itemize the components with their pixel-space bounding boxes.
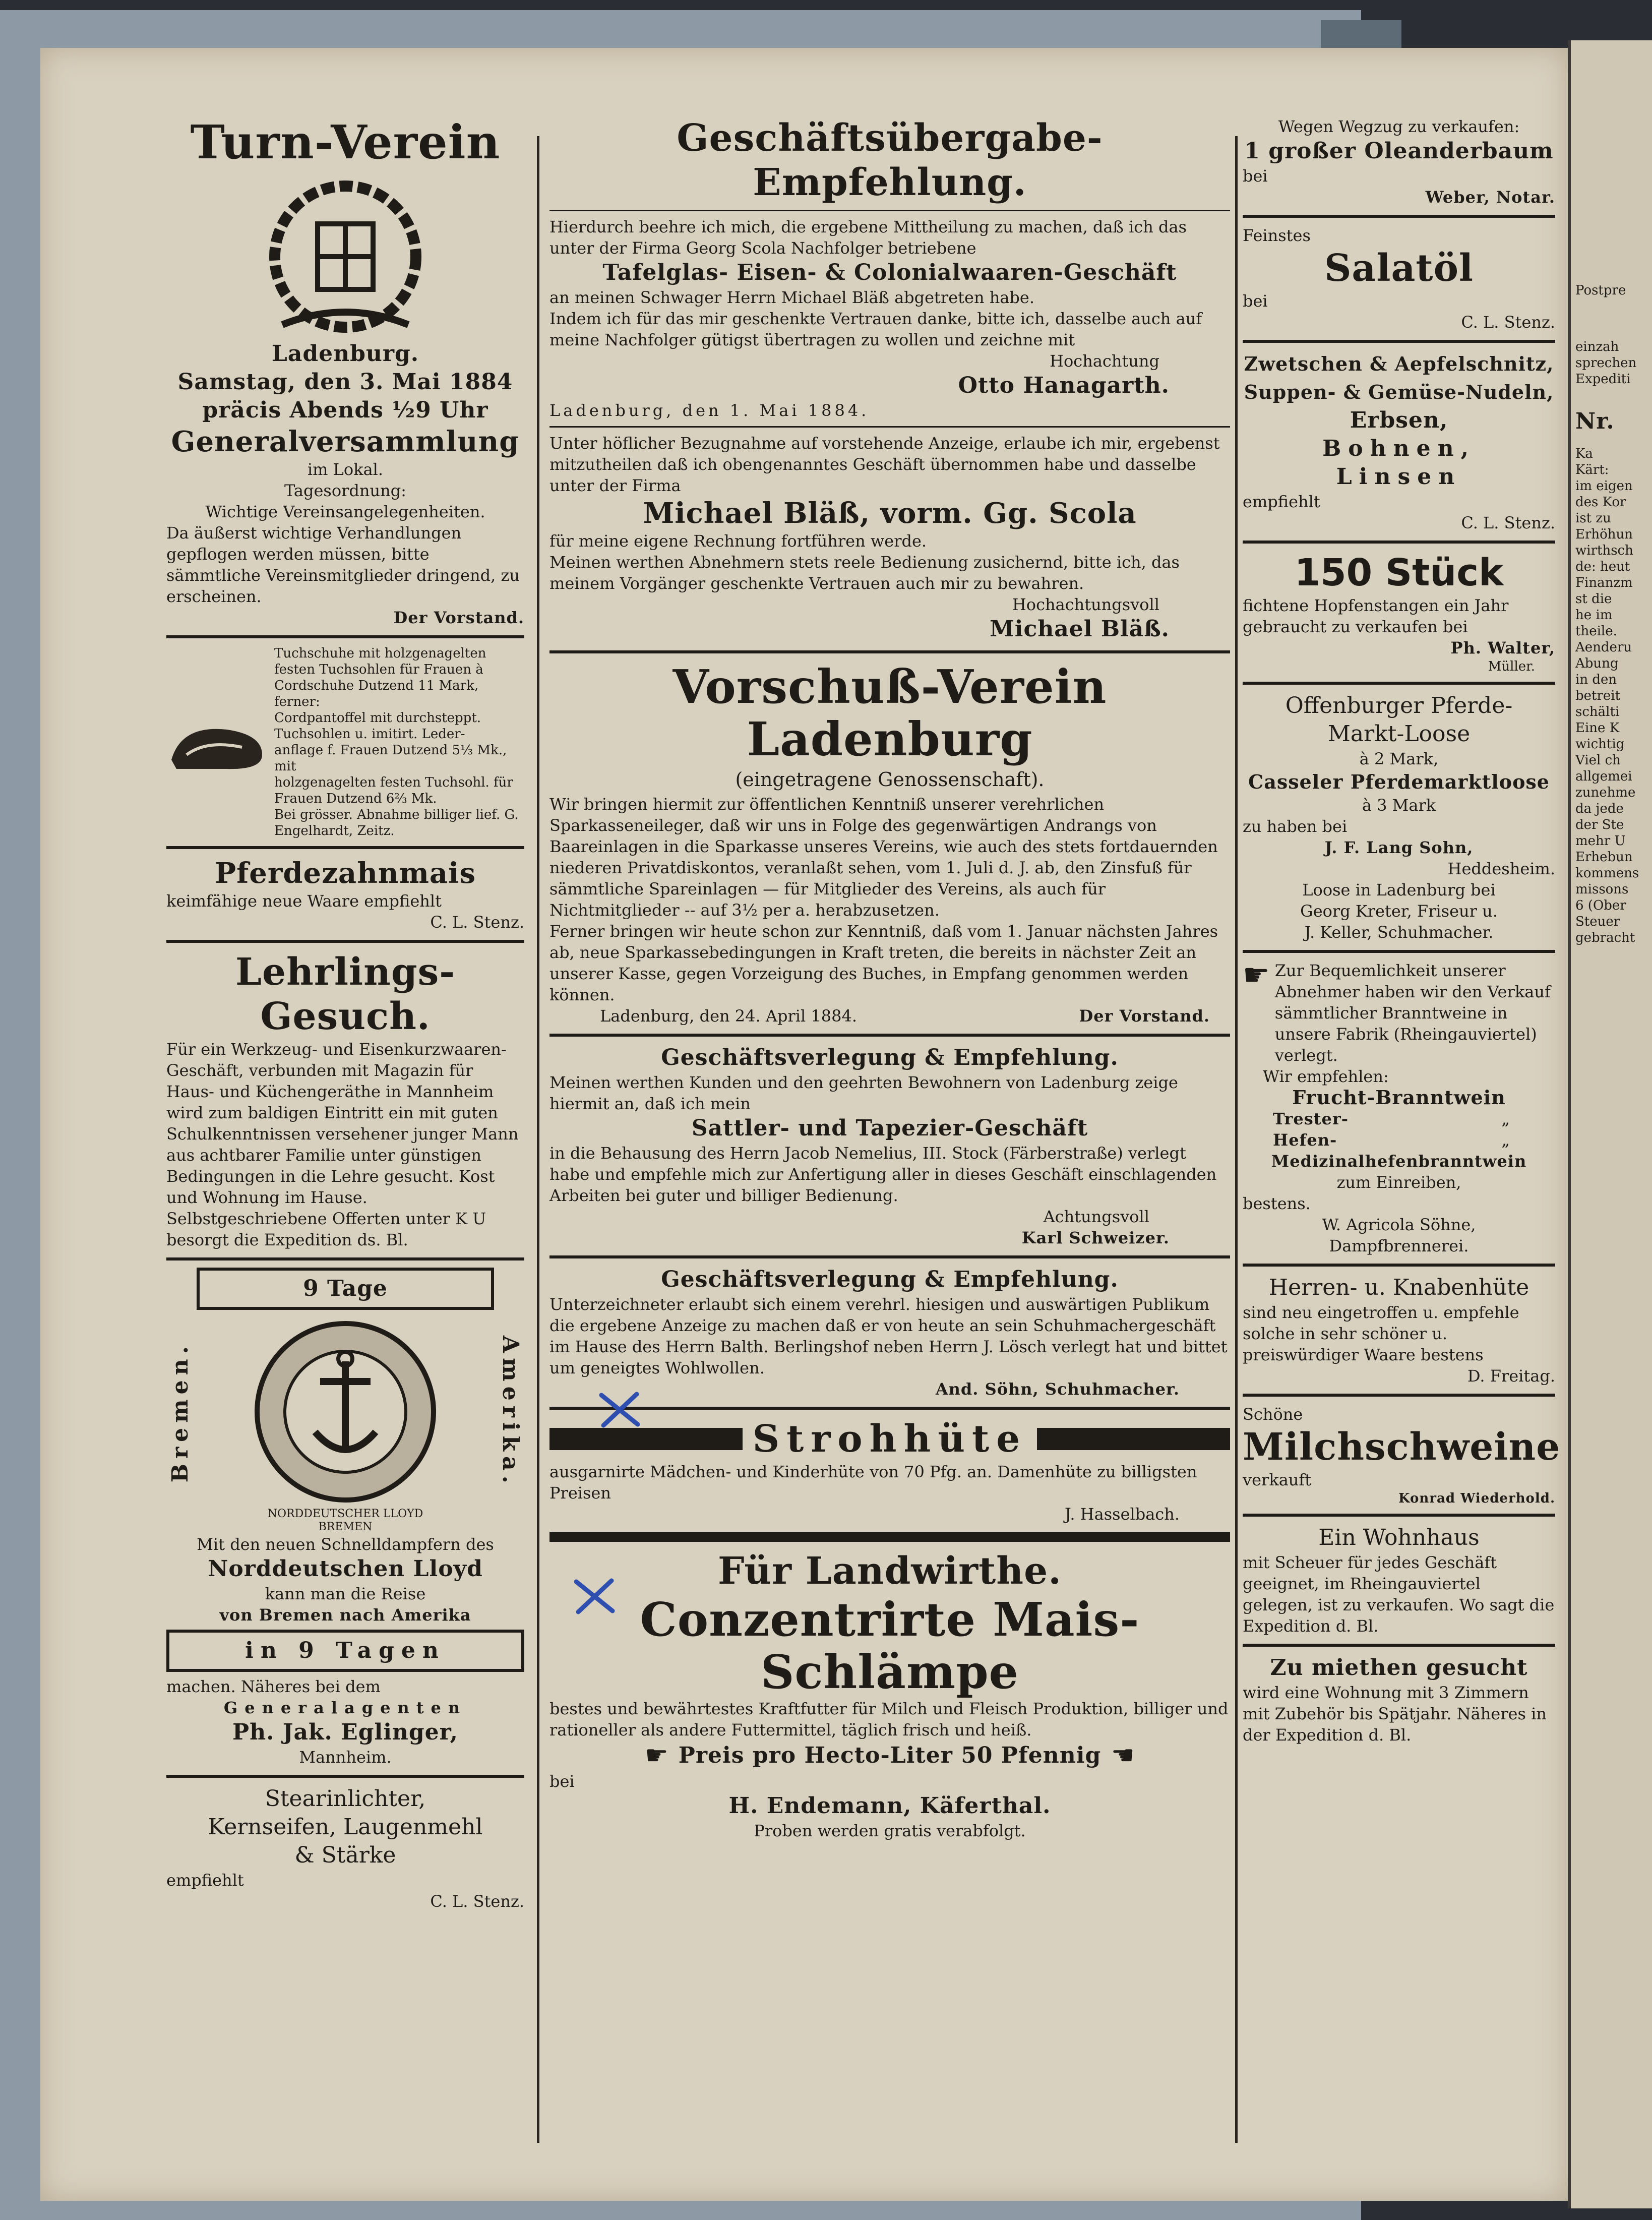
ad-signature: Dampfbrennerei.: [1329, 1236, 1469, 1255]
lloyd-seal-icon: [250, 1316, 441, 1508]
ad-signature: C. L. Stenz.: [430, 1892, 524, 1911]
column-left: [166, 116, 524, 1912]
edge-line: 6 (Ober: [1575, 898, 1626, 913]
column-right: [1243, 116, 1561, 1746]
ad-body: an meinen Schwager Herrn Michael Bläß abgetreten habe.: [549, 288, 1034, 307]
ad-signature: And. Söhn, Schuhmacher.: [935, 1379, 1180, 1399]
ad-signature: Weber, Notar.: [1425, 188, 1555, 207]
ad-city: Mannheim.: [299, 1748, 392, 1767]
edge-line: Viel ch: [1575, 753, 1621, 768]
ad-body: Zur Bequemlichkeit unserer Abnehmer haben wir den Verkauf sämmtlicher Branntweine in unsere Fabrik (Rheingauviertel) verlegt.: [1274, 961, 1551, 1065]
ad-signature: Ph. Walter,: [1450, 638, 1555, 657]
ad-divider: [1243, 1644, 1555, 1647]
ad-line: anflage f. Frauen Dutzend 5⅓ Mk., mit: [274, 743, 507, 774]
column-middle: [549, 116, 1230, 1841]
ad-title: Pferdezahnmais: [215, 857, 476, 890]
edge-line: der Ste: [1575, 817, 1624, 832]
edge-line: schälti: [1575, 704, 1620, 719]
edge-line: mehr U: [1575, 833, 1626, 849]
ad-line: Trester-: [1273, 1109, 1349, 1128]
ad-line: Casseler Pferdemarktloose: [1248, 770, 1550, 793]
ad-miethen: [1243, 1654, 1555, 1746]
ad-regards: Hochachtungsvoll: [1012, 595, 1159, 614]
ad-body: Hierdurch beehre ich mich, die ergebene Mittheilung zu machen, daß ich das unter der Firma Georg Scola Nachfolger betriebene: [549, 217, 1187, 258]
edge-line: Abung: [1575, 656, 1619, 671]
ad-title: Zu miethen gesucht: [1270, 1655, 1528, 1681]
ad-line: zu haben bei: [1243, 817, 1348, 836]
ad-title: Herren- u. Knabenhüte: [1268, 1275, 1529, 1300]
decorative-bar: [1037, 1428, 1230, 1450]
ad-body: ausgarnirte Mädchen- und Kinderhüte von 70 Pfg. an. Damenhüte zu billigsten Preisen: [549, 1462, 1197, 1503]
ad-signature: Der Vorstand.: [1079, 1006, 1210, 1026]
ad-title: Strohhüte: [752, 1417, 1027, 1461]
ad-divider: [1243, 950, 1555, 953]
edge-line: Steuer: [1575, 914, 1620, 929]
edge-line: Aenderu: [1575, 640, 1632, 655]
ad-body: Unterzeichneter erlaubt sich einem verehrl. hiesigen und auswärtigen Publikum die ergebene Anzeige zu machen daß er von heute an sein Schuhmachergeschäft im Hause des Herrn Balth. Berlingshof neben Herrn J. Lösch verlegt hat und bittet um geneigtes Wohlwollen.: [549, 1295, 1228, 1377]
days-box: in 9 Tagen: [166, 1630, 524, 1672]
ad-line: holzgenagelten festen Tuchsohl. für Frauen Dutzend 6⅔ Mk.: [274, 775, 513, 806]
ad-line: BREMEN: [318, 1521, 373, 1533]
ditto-mark: „: [1501, 1109, 1510, 1128]
ad-line: Offenburger Pferde-: [1285, 693, 1513, 718]
ad-signature: C. L. Stenz.: [430, 913, 524, 932]
vertical-label-right: Amerika.: [498, 1335, 523, 1488]
ad-branntwein: [1243, 957, 1555, 1256]
ad-title: 1 großer Oleanderbaum: [1244, 138, 1554, 164]
ad-line: bei: [549, 1772, 575, 1791]
edge-line: in den: [1575, 672, 1617, 687]
column-rule: [1235, 136, 1238, 2143]
ad-divider: [549, 650, 1230, 653]
ad-line: Mit den neuen Schnelldampfern des: [197, 1535, 494, 1554]
ad-body: in die Behausung des Herrn Jacob Nemelius, III. Stock (Färberstraße) verlegt habe und empfehle mich zur Anfertigung aller in dieses Geschäft einschlagenden Arbeiten bei guter und billiger Bedienung.: [549, 1144, 1217, 1205]
ad-line: empfiehlt: [1243, 492, 1320, 511]
ditto-mark: „: [1501, 1130, 1510, 1150]
ad-tuchschuhe: [166, 645, 524, 839]
ad-line: bei: [1243, 291, 1268, 311]
ad-regards: Hochachtung: [1050, 351, 1159, 371]
ad-body: keimfähige neue Waare empfiehlt: [166, 891, 442, 911]
ad-body: wird eine Wohnung mit 3 Zimmern mit Zubehör bis Spätjahr. Näheres in der Expedition d. Bl.: [1243, 1683, 1547, 1745]
ad-line: Stearinlichter,: [265, 1786, 426, 1812]
ad-title: Geschäftsübergabe-Empfehlung.: [677, 116, 1103, 204]
ad-line: von Bremen nach Amerika: [219, 1605, 471, 1625]
ad-line: & Stärke: [294, 1842, 396, 1868]
edge-line: Ka: [1575, 446, 1593, 461]
ad-regards: Achtungsvoll: [1043, 1207, 1149, 1226]
ad-lloyd: [166, 1268, 524, 1768]
ad-signature: Konrad Wiederhold.: [1398, 1491, 1555, 1506]
ad-agenda-label: Tagesordnung:: [284, 481, 406, 500]
edge-line: Erhöhun: [1575, 527, 1633, 542]
ad-line: J. Keller, Schuhmacher.: [1304, 923, 1494, 942]
ad-line: Loose in Ladenburg bei: [1302, 880, 1496, 899]
ad-place: Ladenburg.: [271, 341, 419, 367]
ad-line: Erbsen,: [1350, 407, 1448, 433]
edge-line: wirthsch: [1575, 543, 1633, 558]
ad-pferdezahnmais: [166, 856, 524, 933]
ad-firm: Michael Bläß, vorm. Gg. Scola: [643, 497, 1137, 530]
ad-body: sind neu eingetroffen u. empfehle solche in sehr schöner u. preiswürdiger Waare bestens: [1243, 1303, 1519, 1364]
ad-title: Geschäftsverlegung & Empfehlung.: [661, 1267, 1119, 1292]
ad-signature: Otto Hanagarth.: [958, 373, 1170, 398]
edge-line: sprechen: [1575, 355, 1637, 371]
edge-line: im eigen: [1575, 478, 1633, 494]
ad-title: Milchschweine: [1243, 1425, 1561, 1469]
edge-line: Kärt:: [1575, 462, 1609, 477]
ad-zwetschen: [1243, 350, 1555, 533]
ad-signature: Karl Schweizer.: [1021, 1228, 1170, 1247]
ad-line: NORDDEUTSCHER LLOYD: [267, 1508, 423, 1520]
ad-divider: [549, 1532, 1230, 1542]
edge-line: de: heut: [1575, 559, 1630, 574]
handwritten-cross-mark: [572, 1576, 618, 1616]
ad-title: Turn-Verein: [190, 115, 501, 169]
ad-divider: [166, 940, 524, 943]
ad-vorschuss: [549, 661, 1230, 1027]
ad-offenburger: [1243, 692, 1555, 943]
ad-body: Indem ich für das mir geschenkte Vertrauen danke, bitte ich, dasselbe auch auf meine Nachfolger gütigst übertragen zu wollen und zeichne mit: [549, 309, 1202, 349]
ad-line: Wir empfehlen:: [1263, 1067, 1389, 1086]
ad-time: präcis Abends ½9 Uhr: [202, 397, 488, 423]
ad-divider: [1243, 1264, 1555, 1267]
ad-body: Meinen werthen Kunden und den geehrten Bewohnern von Ladenburg zeige hiermit an, daß ich mein: [549, 1073, 1178, 1113]
days-box: 9 Tage: [197, 1268, 494, 1310]
ad-verlegung-sattler: [549, 1044, 1230, 1248]
edge-line: allgemei: [1575, 769, 1632, 784]
ad-body: Meinen werthen Abnehmern stets reele Bedienung zusichernd, bitte ich, das meinem Vorgänger geschenkte Vertrauen auch mir zu bewahren.: [549, 553, 1180, 593]
edge-line: einzah: [1575, 339, 1619, 354]
ad-divider: [549, 1034, 1230, 1037]
ad-line: Zwetschen & Aepfelschnitz,: [1244, 352, 1554, 375]
ad-divider: [1243, 682, 1555, 685]
edge-line: wichtig: [1575, 737, 1625, 752]
ad-firm: Tafelglas- Eisen- & Colonialwaaren-Geschäft: [602, 260, 1177, 285]
edge-line: Finanzm: [1575, 575, 1633, 590]
ad-uebergabe: [549, 116, 1230, 643]
ad-oleander: [1243, 116, 1555, 208]
edge-line: kommens: [1575, 866, 1639, 881]
ad-line: Proben werden gratis verabfolgt.: [754, 1821, 1026, 1840]
ad-body: Für ein Werkzeug- und Eisenkurzwaaren-Geschäft, verbunden mit Magazin für Haus- und Küchengeräthe in Mannheim wird zum baldigen Eintritt ein mit guten Schulkenntnissen versehener junger Mann aus achtbarer Familie unter günstigen Bedingungen in die Lehre gesucht. Kost und Wohnung im Hause. Selbstgeschriebene Offerten unter K U besorgt die Expedition ds. Bl.: [166, 1040, 519, 1249]
edge-line: zunehme: [1575, 785, 1636, 800]
ad-divider: [166, 1257, 524, 1261]
ad-divider: [549, 1407, 1230, 1410]
ad-line: zum Einreiben,: [1336, 1173, 1461, 1192]
ad-line: J. F. Lang Sohn,: [1324, 838, 1474, 857]
ad-line: Tuchschuhe mit holzgenagelten festen Tuchsohlen für Frauen à: [274, 646, 486, 677]
ad-line: bei: [1243, 166, 1268, 186]
ad-line: Georg Kreter, Friseur u.: [1300, 902, 1498, 921]
ad-line: kann man die Reise: [265, 1584, 426, 1603]
ad-body: Ferner bringen wir heute schon zur Kenntniß, daß vom 1. Januar nächsten Jahres ab, neue Sparkassebedingungen in Kraft treten, die bereits in nächster Zeit an unserer Kasse, gegen Vorzeigung des Buches, in Empfang genommen werden können.: [549, 922, 1218, 1004]
ad-line: Cordpantoffel mit durchsteppt. Tuchsohlen u. imitirt. Leder-: [274, 710, 481, 742]
ad-lehrling: [166, 950, 524, 1250]
ad-divider: [549, 1255, 1230, 1258]
handwritten-cross-mark: [597, 1389, 643, 1429]
ad-title: Ein Wohnhaus: [1318, 1525, 1480, 1550]
ad-line: bestens.: [1243, 1194, 1311, 1213]
ad-divider: [549, 426, 1230, 428]
pointing-hand-icon: ☛: [1111, 1741, 1135, 1771]
edge-line: ist zu: [1575, 511, 1611, 526]
ad-herren: [1243, 1274, 1555, 1387]
ad-signature: H. Endemann, Käferthal.: [728, 1793, 1051, 1819]
ad-body: fichtene Hopfenstangen ein Jahr gebraucht zu verkaufen bei: [1243, 596, 1509, 636]
edge-line: missons: [1575, 882, 1629, 897]
ad-line: Feinstes: [1243, 226, 1311, 245]
edge-line: betreit: [1575, 688, 1621, 703]
ad-title: Geschäftsverlegung & Empfehlung.: [661, 1045, 1119, 1070]
ad-subtitle: (eingetragene Genossenschaft).: [735, 768, 1045, 791]
ad-signature: C. L. Stenz.: [1461, 313, 1555, 332]
ad-signature: D. Freitag.: [1467, 1366, 1555, 1386]
ad-divider: [1243, 1514, 1555, 1517]
ad-title: 150 Stück: [1294, 551, 1504, 594]
edge-line: Postpre: [1575, 283, 1626, 298]
ad-line: Suppen- & Gemüse-Nudeln,: [1244, 381, 1554, 403]
ad-title: Vorschuß-Verein Ladenburg: [672, 659, 1107, 766]
ad-divider: [166, 635, 524, 638]
pointing-hand-icon: ☛: [1243, 957, 1270, 993]
ad-signature: Der Vorstand.: [393, 608, 524, 627]
ad-divider: [549, 210, 1230, 211]
ad-signature: Müller.: [1488, 659, 1535, 674]
ad-line: à 2 Mark,: [1359, 749, 1439, 768]
ad-agenda-item: Wichtige Vereinsangelegenheiten.: [205, 502, 485, 521]
ad-line: Kernseifen, Laugenmehl: [208, 1814, 483, 1840]
ad-body: mit Scheuer für jedes Geschäft geeignet, im Rheingauviertel gelegen, ist zu verkaufen. Wo sagt die Expedition d. Bl.: [1243, 1553, 1555, 1636]
ad-body: bestes und bewährtestes Kraftfutter für Milch und Fleisch Produktion, billiger und rationeller als andere Futtermittel, täglich frisch und heiß.: [549, 1699, 1229, 1739]
vertical-label-left: Bremen.: [167, 1341, 193, 1483]
ad-line: Medizinalhefenbranntwein: [1271, 1152, 1527, 1171]
ad-company: Norddeutschen Lloyd: [208, 1556, 483, 1582]
wreath-emblem-icon: [262, 173, 429, 340]
ad-body: Wir bringen hiermit zur öffentlichen Kenntniß unserer verehrlichen Sparkasseneileger, daß wir uns in Folge des gegenwärtigen Andrangs von Baareinlagen in die Sparkasse unseres Vereins, wie auch des stets fortdauernden niederen Privatdiskontos, veranlaßt sehen, vom 1. Juli d. J. ab, den Zinsfuß für sämmtliche Spareinlagen — für Mitglieder des Vereins, als auch für Nichtmitglieder -- auf 3½ per a. herabzusetzen.: [549, 795, 1218, 920]
ad-body: Da äußerst wichtige Verhandlungen gepflogen werden müssen, bitte sämmtliche Vereinsmitglieder dringend, zu erscheinen.: [166, 523, 520, 606]
ad-turnverein: [166, 116, 524, 628]
edge-line: st die: [1575, 591, 1612, 607]
ad-divider: [1243, 1394, 1555, 1397]
edge-line: Nr.: [1575, 408, 1615, 434]
edge-line: gebracht: [1575, 930, 1635, 945]
ad-body: für meine eigene Rechnung fortführen werde.: [549, 531, 927, 551]
decorative-bar: [549, 1428, 743, 1450]
edge-line: Erhebun: [1575, 850, 1633, 865]
ad-150-stueck: [1243, 551, 1555, 675]
ad-salatoel: [1243, 225, 1555, 333]
ad-title: Salatöl: [1324, 247, 1474, 290]
ad-strohhuete: [549, 1417, 1230, 1525]
ad-body: Unter höflicher Bezugnahme auf vorstehende Anzeige, erlaube ich mir, ergebenst mitzutheilen daß ich obengenanntes Geschäft übernommen habe und dasselbe unter der Firma: [549, 434, 1220, 495]
next-page-text: [1575, 282, 1651, 946]
ad-line: machen. Näheres bei dem: [166, 1677, 381, 1696]
ad-signature: C. L. Stenz.: [1461, 513, 1555, 532]
ad-wohnhaus: [1243, 1524, 1555, 1637]
ad-event: Generalversammlung: [171, 425, 520, 458]
ad-divider: [1243, 541, 1555, 544]
ad-line: Wegen Wegzug zu verkaufen:: [1278, 117, 1520, 136]
ad-title: Conzentrirte Mais-Schlämpe: [640, 1592, 1140, 1699]
ad-line: empfiehlt: [166, 1871, 244, 1890]
ad-line: Generalagenten: [223, 1698, 467, 1717]
ad-signature: W. Agricola Söhne,: [1322, 1215, 1476, 1234]
ad-title: Für Landwirthe.: [718, 1549, 1062, 1593]
ad-line: Frucht-Branntwein: [1292, 1086, 1506, 1109]
ad-date: Samstag, den 3. Mai 1884: [177, 369, 513, 395]
column-rule: [537, 136, 539, 2143]
ad-signature: Michael Bläß.: [990, 616, 1170, 642]
ad-line: Bohnen,: [1322, 436, 1476, 461]
ad-line: Heddesheim.: [1447, 859, 1555, 878]
ad-price: Preis pro Hecto-Liter 50 Pfennig: [678, 1743, 1102, 1768]
ad-line: verkauft: [1243, 1470, 1312, 1489]
ad-divider: [166, 846, 524, 849]
ad-verlegung-schuh: [549, 1266, 1230, 1400]
ad-date: Ladenburg, den 24. April 1884.: [600, 1006, 857, 1026]
ad-stearin: [166, 1785, 524, 1912]
edge-line: theile.: [1575, 624, 1617, 639]
ad-date: Ladenburg, den 1. Mai 1884.: [549, 401, 870, 420]
ad-signature: J. Hasselbach.: [1065, 1505, 1180, 1524]
edge-line: da jede: [1575, 801, 1624, 816]
ad-line: Markt-Loose: [1327, 721, 1471, 747]
ad-location: im Lokal.: [307, 460, 384, 479]
edge-line: he im: [1575, 608, 1613, 623]
ad-line: Hefen-: [1273, 1130, 1337, 1150]
ad-firm: Sattler- und Tapezier-Geschäft: [691, 1115, 1088, 1141]
edge-line: Eine K: [1575, 721, 1620, 736]
slipper-icon: [166, 704, 267, 780]
edge-line: Expediti: [1575, 372, 1631, 387]
ad-divider: [1243, 215, 1555, 218]
ad-line: Linsen: [1336, 464, 1462, 490]
ad-line: Bei grösser. Abnahme billiger lief. G. Engelhardt, Zeitz.: [274, 807, 519, 838]
ad-milch: [1243, 1404, 1561, 1507]
ad-agent: Ph. Jak. Eglinger,: [232, 1719, 458, 1745]
ad-landwirthe: [549, 1549, 1230, 1841]
ad-divider: [166, 1775, 524, 1778]
ad-line: Schöne: [1243, 1405, 1303, 1424]
pointing-hand-icon: ☛: [645, 1741, 668, 1771]
ad-title: Lehrlings-Gesuch.: [235, 950, 456, 1038]
ad-line: Cordschuhe Dutzend 11 Mark, ferner:: [274, 678, 479, 709]
ad-divider: [1243, 340, 1555, 343]
ad-line: à 3 Mark: [1362, 796, 1436, 815]
edge-line: des Kor: [1575, 495, 1626, 510]
